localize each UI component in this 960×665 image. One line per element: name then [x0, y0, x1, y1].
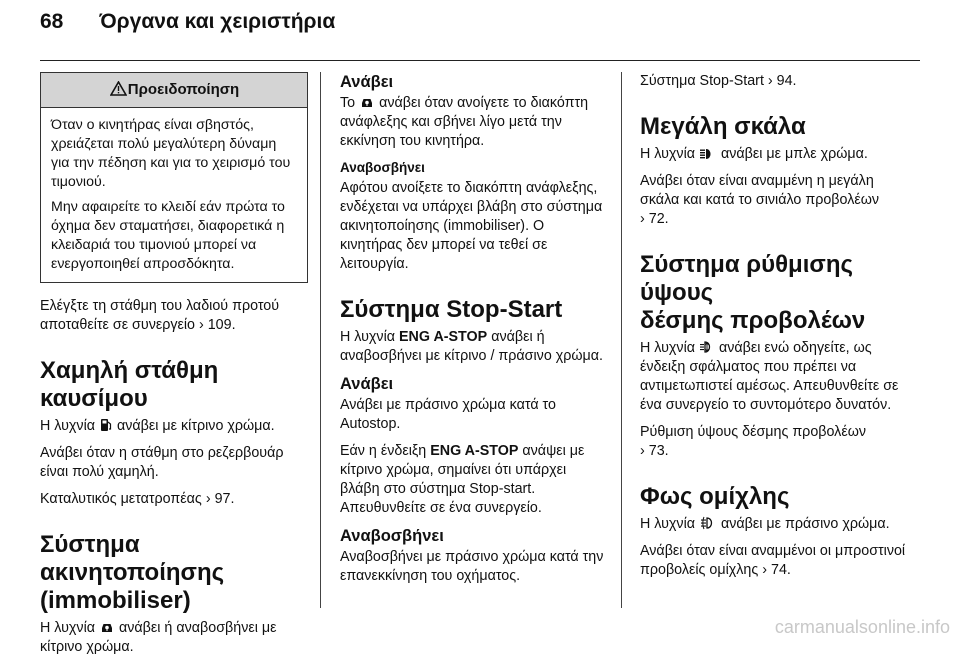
on-p2-text-a: Εάν η ένδειξη — [340, 443, 427, 459]
column-divider-1 — [320, 72, 321, 608]
fuel-paragraph-1 — [40, 417, 308, 436]
fog-light-icon — [700, 516, 716, 530]
on-paragraph-1: Ανάβει με πράσινο χρώμα κατά το Autostop. — [340, 397, 556, 432]
headlight-range-icon — [700, 340, 714, 354]
headlight-range-paragraph-1 — [640, 339, 908, 415]
column-1 — [40, 72, 308, 665]
fog-light-heading: Φως ομίχλης — [640, 483, 790, 510]
warning-paragraph-1: Όταν ο κινητήρας είναι σβηστός, χρειάζεται πολύ μεγαλύτερη δύναμη για την πέδηση και για το χειρισμό του τιμονιού. — [51, 117, 291, 190]
stop-start-ref-paragraph — [640, 72, 908, 91]
fuel-paragraph-3 — [40, 490, 308, 509]
warning-triangle-icon — [110, 81, 127, 96]
column-3 — [640, 72, 908, 588]
fog-light-paragraph-2 — [640, 542, 908, 580]
high-beam-paragraph-1 — [640, 145, 908, 164]
fog-light-text-a: Η λυχνία — [640, 516, 696, 532]
eng-a-stop-label: ENG A-STOP — [430, 443, 519, 459]
stop-start-ref-text: Σύστημα Stop-Start — [640, 73, 764, 89]
eng-a-stop-label: ENG A-STOP — [399, 329, 488, 345]
high-beam-text-b: ανάβει με μπλε χρώμα. — [721, 146, 868, 162]
fuel-pump-icon — [100, 418, 112, 432]
fog-light-text-b: ανάβει με πράσινο χρώμα. — [721, 516, 890, 532]
oil-check-ref: 109. — [207, 317, 236, 333]
fog-light-p2-ref: 74. — [771, 562, 791, 578]
flash-paragraph: Αναβοσβήνει με πράσινο χρώμα κατά την επανεκκίνηση του οχήματος. — [340, 549, 604, 584]
headlight-range-text-b: ανάβει ενώ οδηγείτε, ως ένδειξη σφάλματος που πρέπει να αντιμετωπιστεί αμέσως. Απευθυνθείτε σε ένα συνεργείο το συντομότερο δυνατόν. — [640, 340, 899, 413]
reference-arrow-icon: › — [198, 317, 204, 333]
lights-on-heading: Ανάβει — [340, 73, 394, 91]
car-key-icon — [360, 96, 374, 109]
high-beam-p2-text: Ανάβει όταν είναι αναμμένη η μεγάλη σκάλα και κατά το σινιάλο προβολέων — [640, 173, 880, 208]
fuel-text-a: Η λυχνία — [40, 418, 96, 434]
high-beam-heading: Μεγάλη σκάλα — [640, 113, 806, 140]
reference-arrow-icon: › — [762, 562, 768, 578]
immobiliser-paragraph — [40, 619, 308, 657]
fuel-p3-text: Καταλυτικός μετατροπέας — [40, 491, 202, 507]
page-header — [40, 10, 335, 50]
warning-body — [41, 108, 307, 282]
immobiliser-text-b: ανάβει ή αναβοσβήνει με κίτρινο χρώμα. — [40, 620, 277, 655]
flashing-heading: Αναβοσβήνει — [340, 160, 425, 175]
page-title: Όργανα και χειριστήρια — [99, 10, 336, 33]
headlight-range-heading-line-2: δέσμης προβολέων — [640, 307, 866, 334]
immobiliser-heading-line-2: (immobiliser) — [40, 587, 191, 614]
warning-title: Προειδοποίηση — [127, 81, 240, 98]
headlight-range-text-a: Η λυχνία — [640, 340, 696, 356]
column-2 — [340, 72, 608, 594]
reference-arrow-icon: › — [767, 73, 773, 89]
headlight-range-heading-line-1: Σύστημα ρύθμισης ύψους — [640, 251, 853, 306]
high-beam-icon — [700, 148, 716, 160]
high-beam-text-a: Η λυχνία — [640, 146, 696, 162]
on-heading: Ανάβει — [340, 375, 394, 393]
on-paragraph-2 — [340, 442, 608, 518]
fuel-paragraph-2: Ανάβει όταν η στάθμη στο ρεζερβουάρ είναι πολύ χαμηλή. — [40, 445, 284, 480]
immobiliser-heading — [40, 531, 308, 615]
warning-paragraph-2: Μην αφαιρείτε το κλειδί εάν πρώτα το όχημα δεν σταματήσει, διαφορετικά η κλειδαριά του τιμονιού μπορεί να ενεργοποιηθεί απροσδόκητα. — [51, 199, 285, 272]
stop-start-ref: 94. — [776, 73, 797, 89]
header-rule — [40, 60, 920, 61]
immobiliser-text-a: Η λυχνία — [40, 620, 96, 636]
high-beam-paragraph-2 — [640, 172, 908, 229]
headlight-range-paragraph-2 — [640, 423, 908, 461]
stop-start-text-a: Η λυχνία — [340, 329, 396, 345]
stop-start-paragraph — [340, 328, 608, 366]
oil-check-text: Ελέγξτε τη στάθμη του λαδιού προτού αποταθείτε σε συνεργείο — [40, 298, 280, 333]
on-p2-text-b: ανάψει με κίτρινο χρώμα, σημαίνει ότι υπάρχει βλάβη στο σύστημα Stop-start. Απευθυνθείτε σε ένα συνεργείο. — [340, 443, 585, 516]
fuel-p3-ref: 97. — [214, 491, 235, 507]
lights-on-paragraph — [340, 94, 608, 151]
flashing-paragraph: Αφότου ανοίξετε το διακόπτη ανάφλεξης, ενδέχεται να υπάρχει βλάβη στο σύστημα ακινητοποίησης (immobiliser). Ο κινητήρας δεν μπορεί να τεθεί σε λειτουργία. — [340, 180, 603, 272]
fuel-heading: Χαμηλή στάθμη καυσίμου — [40, 357, 219, 412]
high-beam-p2-ref: 72. — [648, 211, 669, 227]
headlight-range-heading — [640, 251, 908, 335]
immobiliser-heading-line-1: Σύστημα ακινητοποίησης — [40, 531, 225, 586]
oil-check-paragraph — [40, 297, 308, 335]
page-number: 68 — [40, 10, 64, 33]
fuel-text-b: ανάβει με κίτρινο χρώμα. — [117, 418, 275, 434]
fog-light-paragraph-1 — [640, 515, 908, 534]
headlight-range-p2-text: Ρύθμιση ύψους δέσμης προβολέων — [640, 424, 866, 440]
stop-start-text-b: ανάβει ή αναβοσβήνει με κίτρινο / πράσινο χρώμα. — [340, 329, 604, 364]
fog-light-p2-text: Ανάβει όταν είναι αναμμένοι οι μπροστινοί προβολείς ομίχλης — [640, 543, 906, 578]
headlight-range-p2-ref: 73. — [648, 443, 669, 459]
reference-arrow-icon: › — [640, 211, 645, 227]
warning-box — [40, 72, 308, 283]
car-key-icon — [100, 621, 114, 634]
warning-header — [41, 73, 307, 108]
lights-text-a: Το — [340, 95, 356, 111]
reference-arrow-icon: › — [205, 491, 211, 507]
stop-start-heading: Σύστημα Stop-Start — [340, 296, 563, 323]
reference-arrow-icon: › — [640, 443, 645, 459]
lights-text-b: ανάβει όταν ανοίγετε το διακόπτη ανάφλεξης και σβήνει λίγο μετά την εκκίνηση του κινητήρα. — [340, 95, 589, 149]
column-divider-2 — [621, 72, 622, 608]
flash-heading: Αναβοσβήνει — [340, 527, 444, 545]
watermark: carmanualsonline.info — [774, 617, 950, 637]
